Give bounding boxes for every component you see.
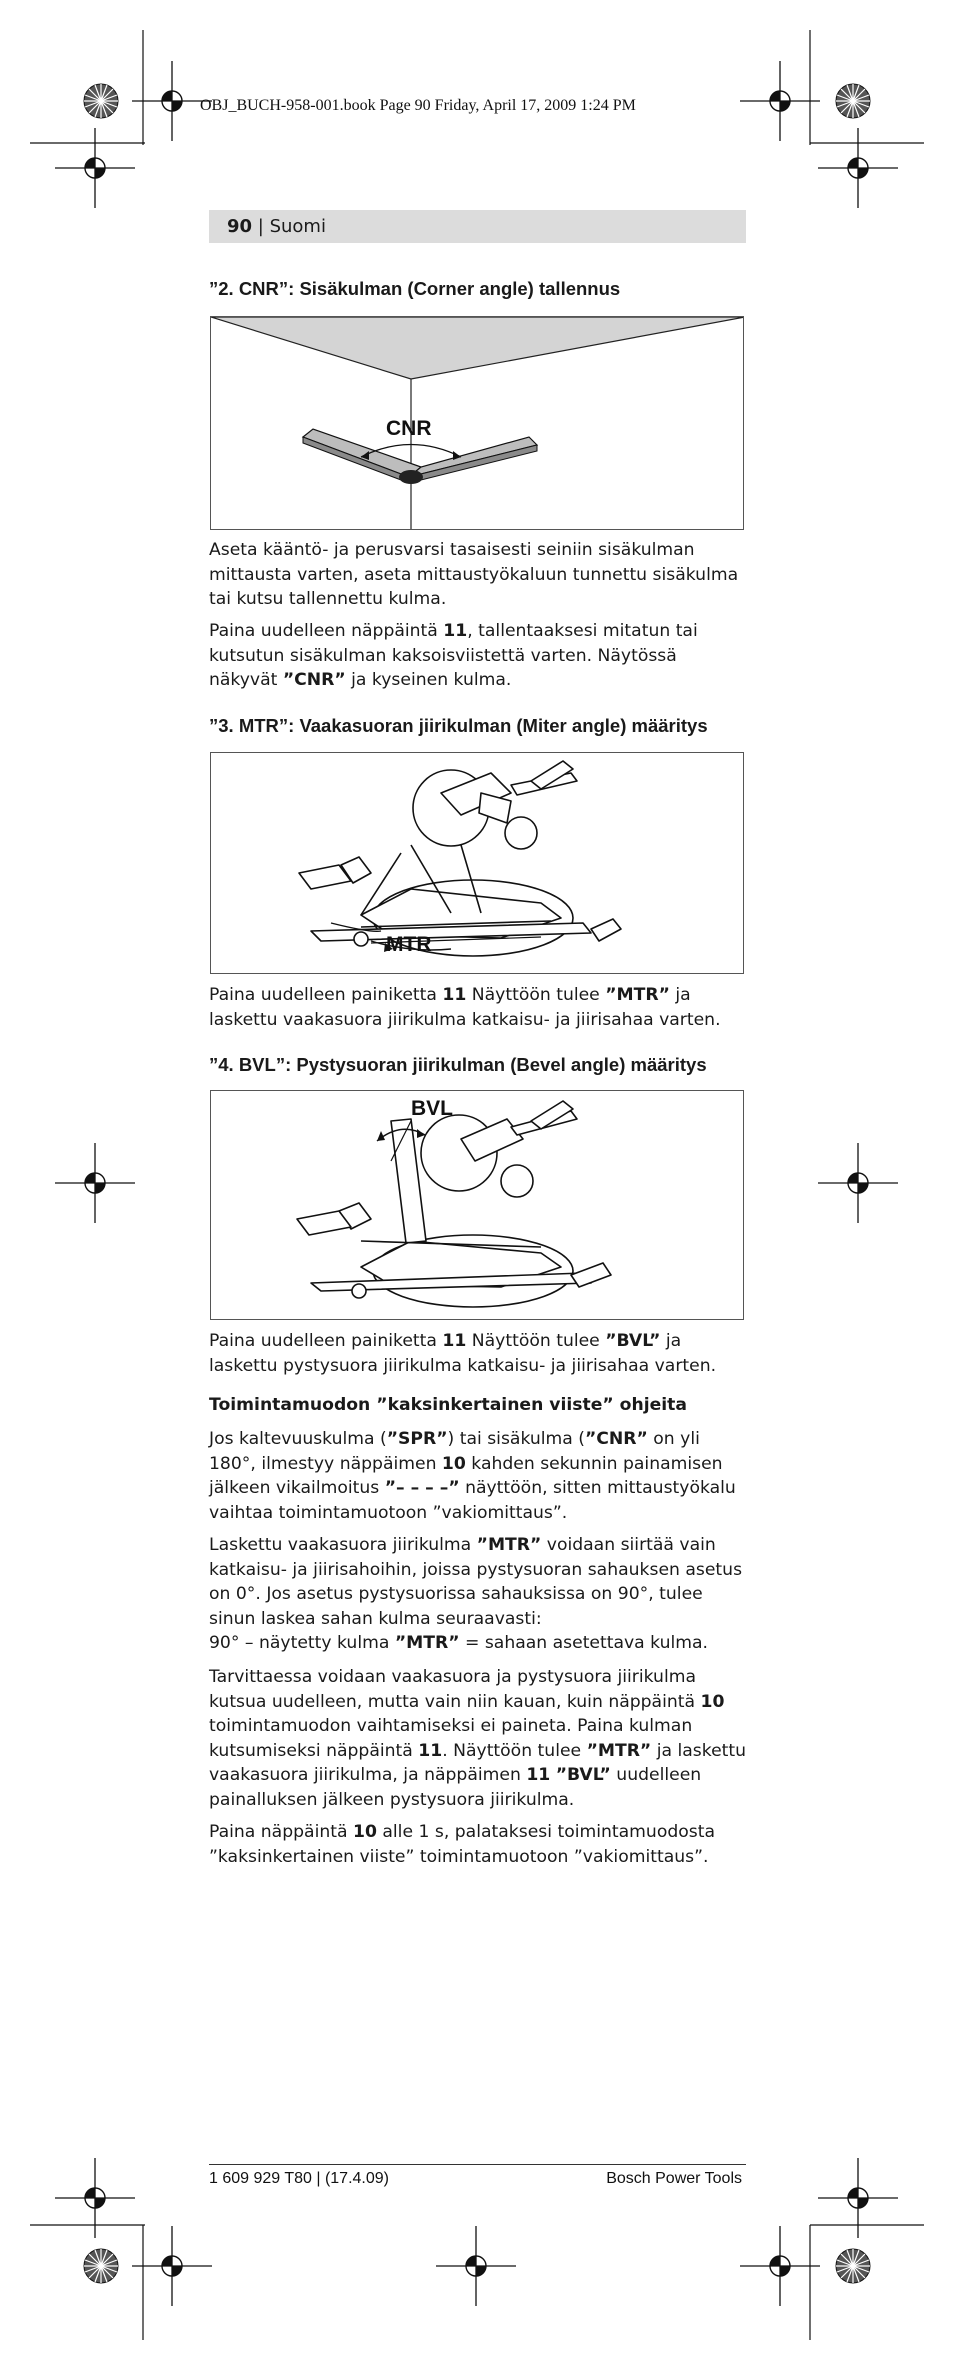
registration-cross-icon [55,128,135,208]
section-title-cnr: ”2. CNR”: Sisäkulman (Corner angle) tallennus [209,278,621,299]
miter-saw-illustration [211,753,744,974]
figure-label-bvl: BVL [411,1097,453,1120]
cnr-paragraph-2: Paina uudelleen näppäintä 11, tallentaaksesi mitatun tai kutsutun sisäkulman kaksoisviistettä varten. Näytössä näkyvät ”CNR” ja kyseinen kulma. [209,621,698,691]
book-file-header: OBJ_BUCH-958-001.book Page 90 Friday, April 17, 2009 1:24 PM [200,97,636,114]
figure-mtr [210,752,744,974]
page-number: 90 [227,216,253,237]
section-title-bvl: ”4. BVL”: Pystysuoran jiirikulman (Bevel angle) määritys [209,1054,707,1075]
compound-paragraph-3: Tarvittaessa voidaan vaakasuora ja pystysuora jiirikulma kutsua uudelleen, mutta vain niin kauan, kuin näppäintä 10 toimintamuodon vaihtamiseksi ei paineta. Paina kulman kutsumiseksi näppäintä 11. Näyttöön tulee ”MTR” ja laskettu vaakasuora jiirikulma, ja näppäimen 11 ”BVL” uudelleen painalluksen jälkeen pystysuora jiirikulma. [209,1667,747,1810]
registration-cross-icon [818,128,898,208]
registration-cross-icon [818,1143,898,1223]
registration-cross-icon [740,2226,820,2306]
figure-cnr [210,316,744,530]
compound-paragraph-2: Laskettu vaakasuora jiirikulma ”MTR” voidaan siirtää vain katkaisu- ja jiirisahoihin, joissa pystysuoran sahauksen asetus on 0°. Jos asetus pystysuorissa sahauksissa on 90°, tulee sinun laskea sahan kulma seuraavasti: 90° – näytetty kulma ”MTR” = sahaan asetettava kulma. [209,1535,743,1654]
registration-cross-icon [436,2226,516,2306]
bvl-paragraph: Paina uudelleen painiketta 11 Näyttöön tulee ”BVL” ja laskettu pystysuora jiirikulma katkaisu- ja jiirisahaa varten. [209,1331,717,1376]
star-target-icon [836,2249,870,2283]
bevel-saw-illustration [211,1091,744,1320]
registration-cross-icon [55,1143,135,1223]
corner-angle-illustration [211,317,744,530]
figure-label-mtr: MTR [386,933,432,956]
cnr-paragraph-1: Aseta kääntö- ja perusvarsi tasaisesti seiniin sisäkulman mittausta varten, aseta mittaustyökaluun tunnettu sisäkulma tai kutsu tallennettu kulma. [209,540,739,610]
compound-mode-title: Toimintamuodon ”kaksinkertainen viiste” ohjeita [209,1395,687,1415]
star-target-icon [836,84,870,118]
compound-paragraph-4: Paina näppäintä 10 alle 1 s, palataksesi toimintamuodosta ”kaksinkertainen viiste” toimintamuotoon ”vakiomittaus”. [209,1822,715,1867]
compound-paragraph-1: Jos kaltevuuskulma (”SPR”) tai sisäkulma (”CNR” on yli 180°, ilmestyy näppäimen 10 kahden sekunnin painamisen jälkeen vikailmoitus ”– – – –” näyttöön, sitten mittaustyökalu vaihtaa toimintamuotoon ”vakiomittaus”. [209,1429,736,1523]
figure-label-cnr: CNR [386,417,432,440]
footer-rule [209,2164,746,2165]
section-title-mtr: ”3. MTR”: Vaakasuoran jiirikulman (Miter angle) määritys [209,715,708,736]
footer-document-number: 1 609 929 T80 | (17.4.09) [209,2170,389,2187]
header-language: Suomi [269,216,326,237]
footer-brand: Bosch Power Tools [606,2170,742,2187]
page-header-band [209,210,746,243]
figure-bvl [210,1090,744,1320]
mtr-paragraph: Paina uudelleen painiketta 11 Näyttöön tulee ”MTR” ja laskettu vaakasuora jiirikulma katkaisu- ja jiirisahaa varten. [209,985,721,1030]
star-target-icon [84,84,118,118]
registration-cross-icon [818,2158,898,2238]
registration-cross-icon [740,61,820,141]
header-separator: | [252,216,270,237]
star-target-icon [84,2249,118,2283]
registration-cross-icon [55,2158,135,2238]
registration-cross-icon [132,2226,212,2306]
